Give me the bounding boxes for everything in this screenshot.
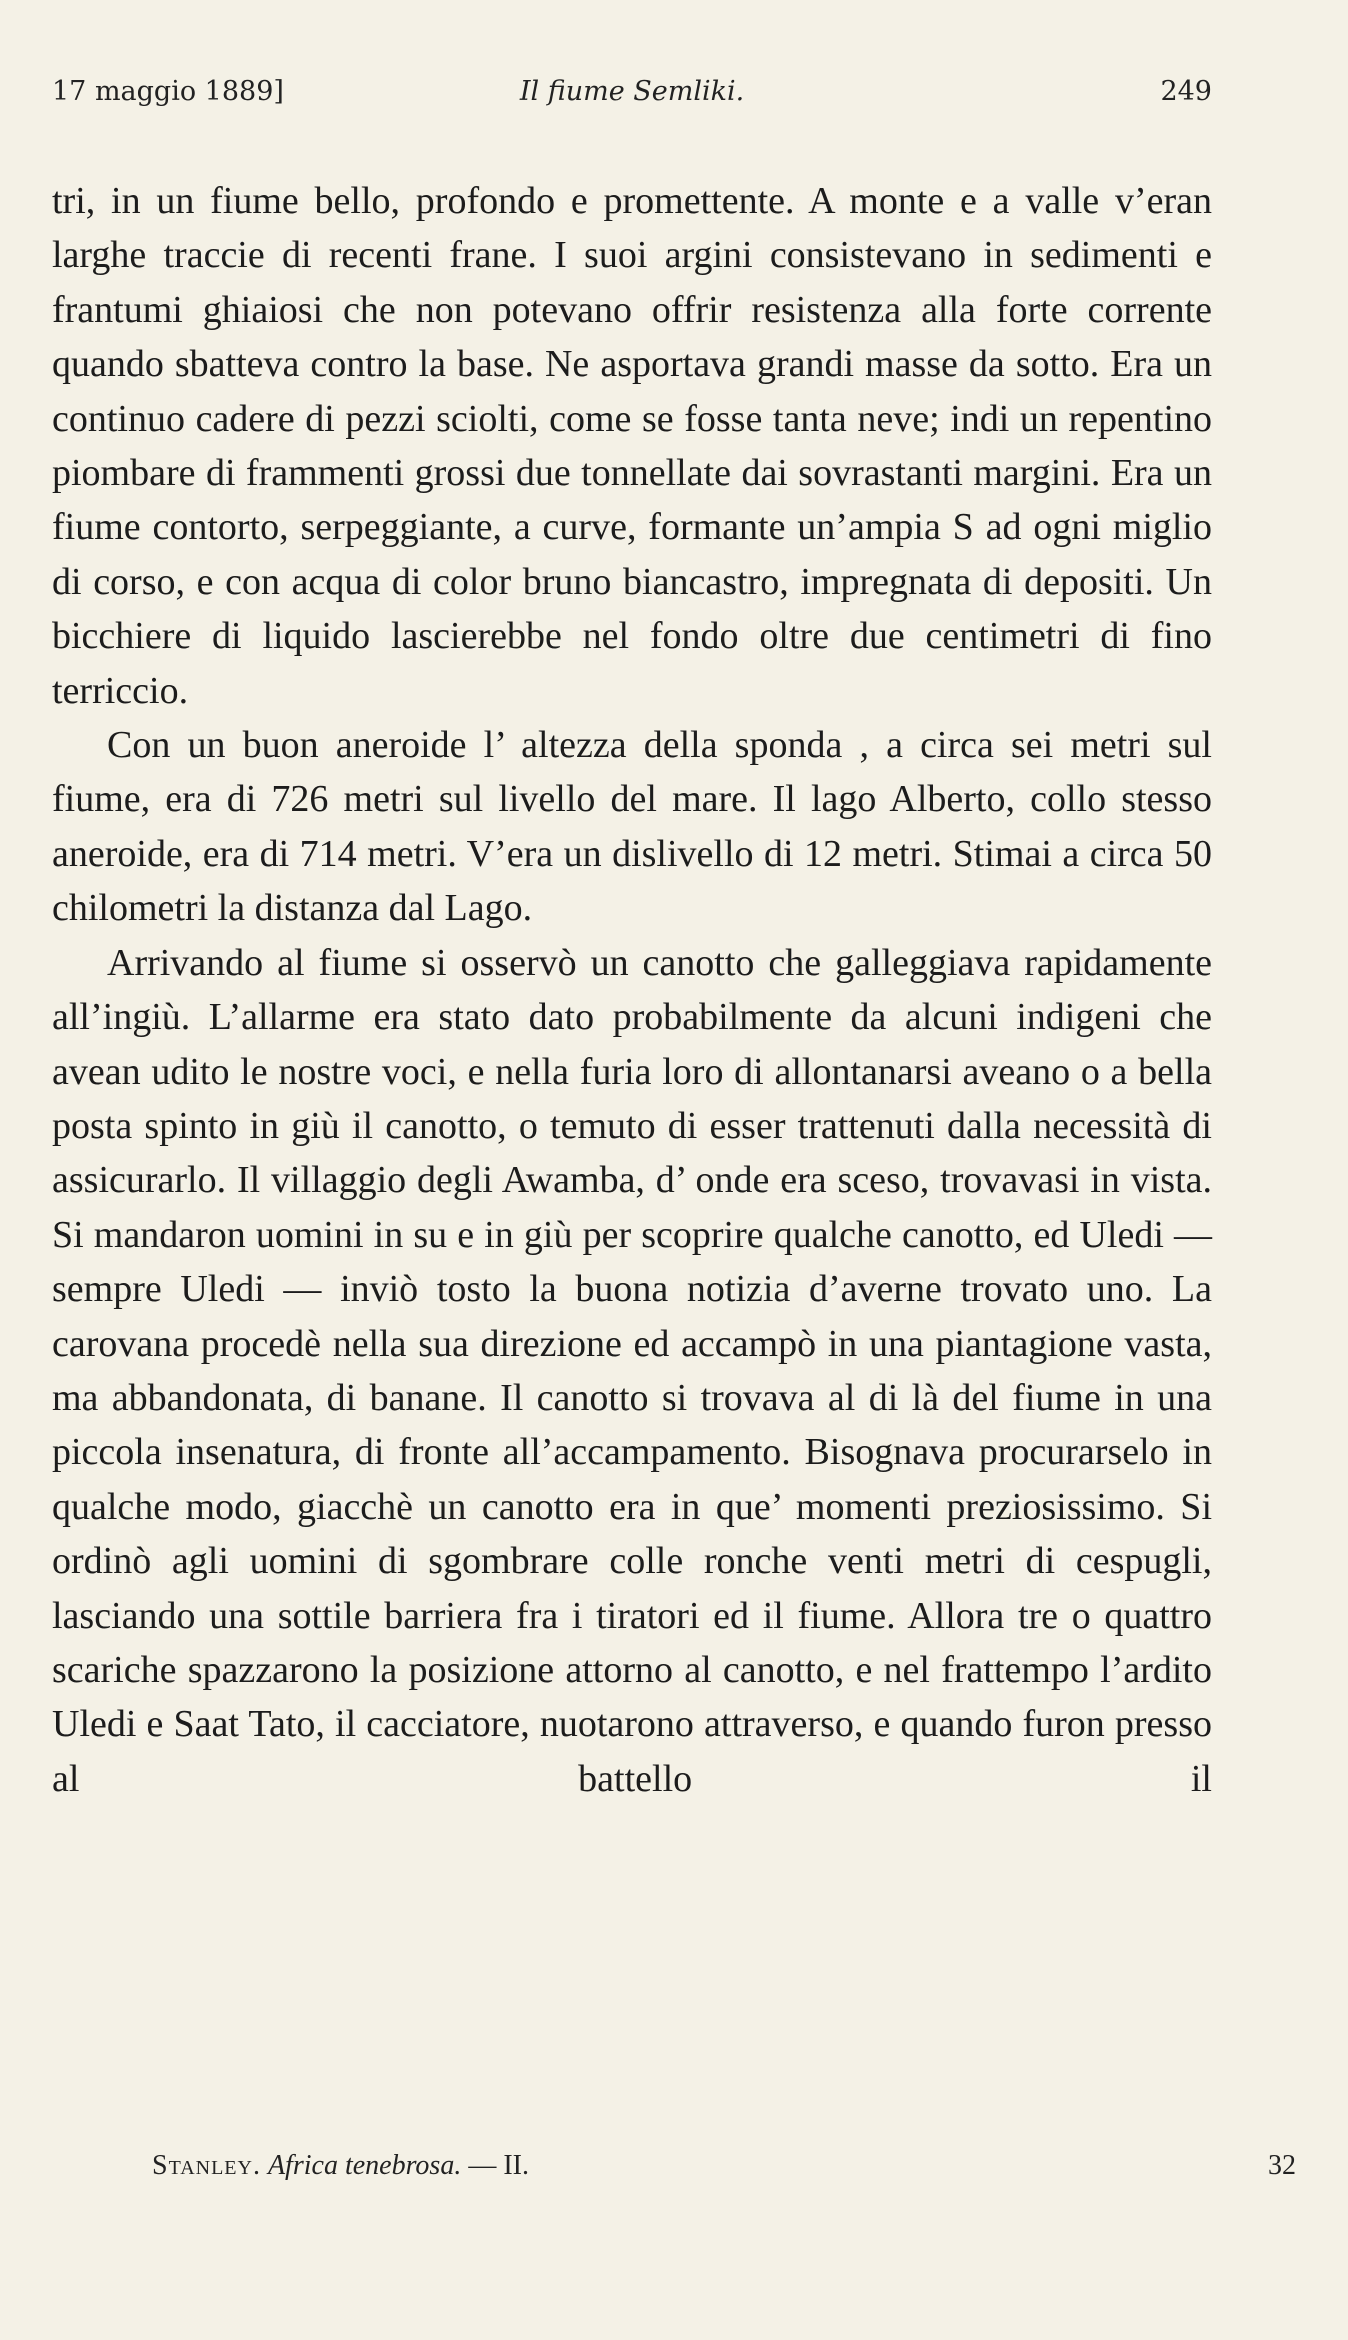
- header-date: 17 maggio 1889]: [52, 76, 284, 107]
- footer-volume: — II.: [468, 2150, 529, 2181]
- chapter-title: Il fiume Semliki.: [519, 76, 745, 107]
- body-text: [52, 174, 1212, 1806]
- footer-book-title: Africa tenebrosa.: [267, 2150, 462, 2181]
- paragraph-3: Arrivando al fiume si osservò un canotto che galleggiava rapidamente all’ingiù. L’allarme era stato dato probabilmente da alcuni indigeni che avean udito le nostre voci, e nella furia loro di allontanarsi aveano o a bella posta spinto in giù il canotto, o temuto di esser trattenuti dalla necessità di assicurarlo. Il villaggio degli Awamba, d’ onde era sceso, trovavasi in vista. Si mandaron uomini in su e in giù per scoprire qualche canotto, ed Uledi — sempre Uledi — inviò tosto la buona notizia d’averne trovato uno. La carovana procedè nella sua direzione ed accampò in una piantagione vasta, ma abbandonata, di banane. Il canotto si trovava al di là del fiume in una piccola insenatura, di fronte all’accampamento. Bisognava procurarselo in qualche modo, giacchè un canotto era in que’ momenti preziosissimo. Si ordinò agli uomini di sgombrare colle ronche venti metri di cespugli, lasciando una sottile barriera fra i tiratori ed il fiume. Allora tre o quattro scariche spazzarono la posizione attorno al canotto, e nel frattempo l’ardito Uledi e Saat Tato, il cacciatore, nuotarono attraverso, e quando furon presso al battello il: [52, 941, 1212, 1800]
- footer-signature-mark: 32: [1268, 2150, 1296, 2181]
- footer-signature: [152, 2150, 529, 2182]
- page-footer: [100, 2150, 1296, 2190]
- paragraph-1: tri, in un fiume bello, profondo e promettente. A monte e a valle v’eran larghe traccie di recenti frane. I suoi argini consistevano in sedimenti e frantumi ghiaiosi che non potevano offrir resistenza alla forte corrente quando sbatteva contro la base. Ne asportava grandi masse da sotto. Era un continuo cadere di pezzi sciolti, come se fosse tanta neve; indi un repentino piombare di frammenti grossi due tonnellate dai sovrastanti margini. Era un fiume contorto, serpeggiante, a curve, formante un’ampia S ad ogni miglio di corso, e con acqua di color bruno biancastro, impregnata di depositi. Un bicchiere di liquido lascierebbe nel fondo oltre due centimetri di fino terriccio.: [52, 180, 1212, 712]
- footer-author: Stanley.: [152, 2150, 261, 2181]
- book-page: [52, 70, 1212, 2300]
- running-head: [52, 70, 1212, 130]
- page-number: 249: [1160, 76, 1212, 107]
- paragraph-2: Con un buon aneroide l’ altezza della sponda , a circa sei metri sul fiume, era di 726 metri sul livello del mare. Il lago Alberto, collo stesso aneroide, era di 714 metri. V’era un dislivello di 12 metri. Stimai a circa 50 chilometri la distanza dal Lago.: [52, 724, 1212, 930]
